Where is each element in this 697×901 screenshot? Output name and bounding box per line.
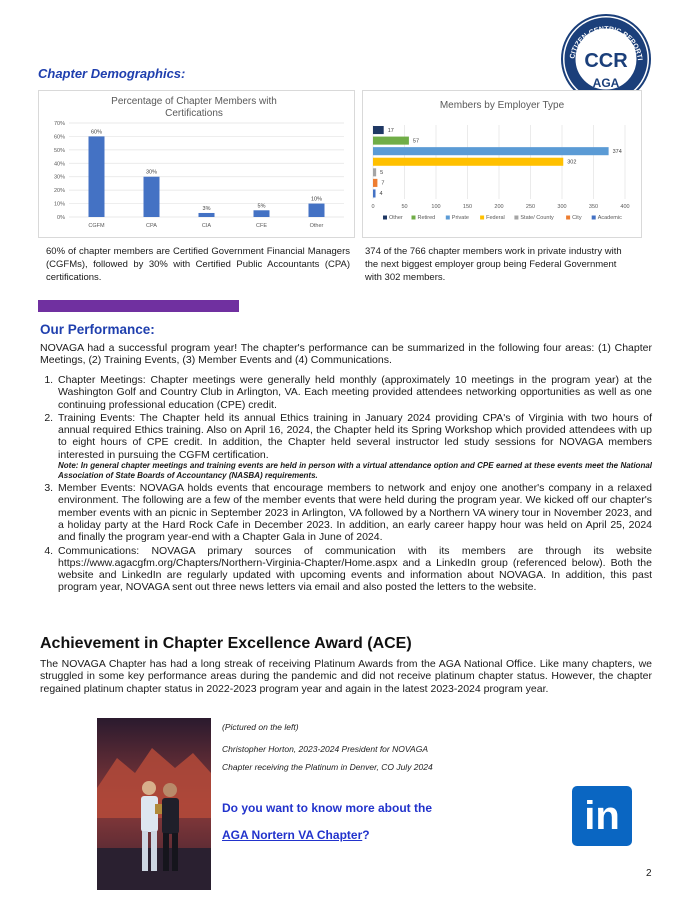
employer-chart-svg <box>363 91 641 237</box>
y-tick-label: 10% <box>53 201 65 208</box>
award-photo <box>97 718 211 890</box>
x-tick-label: 250 <box>525 204 536 210</box>
x-tick-label: 350 <box>588 204 599 210</box>
performance-item-4: Communications: NOVAGA primary sources of communication with its members are through its website https://www.agacgfm.org/Chapters/Northern-Virginia-Chapter/Home.aspx and a LinkedIn group (referenced below). Both the website and LinkedIn are regularly updated with upcoming events and information about NOVAGA. In addition, this past program year, NOVAGA sent out three news letters via email and also posted the letters to the website. <box>58 544 652 594</box>
y-tick-label: 70% <box>53 121 65 127</box>
employer-chart-title: Members by Employer Type <box>439 100 565 111</box>
list-item <box>56 412 652 481</box>
bar <box>373 179 377 187</box>
bar <box>309 204 325 217</box>
cta-line <box>222 826 370 844</box>
bar <box>144 177 160 217</box>
y-tick-label: 20% <box>53 188 65 195</box>
bar <box>254 210 270 217</box>
linkedin-icon[interactable] <box>572 786 632 846</box>
logo-main-text: CCR <box>584 50 628 72</box>
certifications-chart-svg <box>39 91 354 237</box>
bar <box>89 136 105 217</box>
ace-body: The NOVAGA Chapter has had a long streak of receiving Platinum Awards from the AGA National Office. Like many chapters, we struggled in some key performance areas during the pandemic and did not receive platinum chapter status. However, the chapter regained platinum chapter status in 2022-2023 program year and again in the latest 2023-2024 program year. <box>40 658 652 695</box>
data-label: 5 <box>380 170 384 177</box>
list-item <box>56 482 652 543</box>
data-label: 5% <box>257 203 266 210</box>
linkedin-text: in <box>584 794 620 838</box>
bar <box>199 213 215 217</box>
photo-caption-2: Christopher Horton, 2023-2024 President for NOVAGA Chapter receiving the Platinum in Denver, CO July 2024 <box>222 744 433 772</box>
x-tick-label: 100 <box>431 204 441 210</box>
x-tick-label: 400 <box>620 204 630 210</box>
data-label: 17 <box>387 127 394 134</box>
data-label: 4 <box>379 191 383 198</box>
data-label: 3% <box>202 205 211 212</box>
legend-swatch <box>480 216 484 220</box>
performance-intro: NOVAGA had a successful program year! The chapter's performance can be summarized in the following four areas: (1) Chapter Meetings, (2) Training Events, (3) Member Events and (4) Communications. <box>40 342 652 367</box>
legend-swatch <box>446 216 450 220</box>
chapter-link[interactable]: AGA Nortern VA Chapter <box>222 828 363 842</box>
performance-item-1: Chapter Meetings: Chapter meetings were generally held monthly (approximately 10 meetings in the program year) at the Washington Golf and Country Club in Arlington, VA. Each meeting provided attendees networking opportunities as well as one continuing professional education (CPE) credit. <box>58 374 652 411</box>
performance-title: Our Performance: <box>40 322 155 337</box>
bar <box>373 147 609 155</box>
demographics-title: Chapter Demographics: <box>38 66 186 81</box>
bar <box>373 137 409 145</box>
data-label: 302 <box>567 159 577 166</box>
legend-swatch <box>514 216 518 220</box>
legend-label: Academic <box>597 215 622 221</box>
x-tick-label: 150 <box>462 204 473 210</box>
performance-item-2: Training Events: The Chapter held its annual Ethics training in January 2024 providing CPA's of Virginia with two hours of annual required Ethics training. Also on April 16, 2024, the Chapter held its Spring Workshop which provided attendees with up to eight hours of CPE credit. In addition, the Chapter held several instructor led study sessions for NOVAGA members interested in pursuing the CGFM certification. <box>58 411 652 461</box>
data-label: 7 <box>381 180 385 187</box>
certifications-chart <box>38 90 355 238</box>
legend-swatch <box>383 216 387 220</box>
logo-sub-text: AGA <box>592 76 620 90</box>
certifications-caption: 60% of chapter members are Certified Government Financial Managers (CGFMs), followed by 30% with Certified Public Accountants (CPA) certifications. <box>46 246 350 283</box>
cta-suffix: ? <box>362 828 370 842</box>
y-tick-label: 30% <box>53 174 65 181</box>
data-label: 60% <box>90 129 103 136</box>
legend-label: City <box>572 215 582 221</box>
employer-chart <box>362 90 642 238</box>
data-label: 57 <box>412 138 420 145</box>
legend-label: State/ County <box>520 215 554 221</box>
performance-item-3: Member Events: NOVAGA holds events that encourage members to network and enjoy one another's company in a relaxed environment. The following are a few of the member events that were held during the program year. We kicked off our chapter's member events with an picnic in September 2023 in Arlington, VA followed by a Northern VA winery tour in November 2023, and a holiday party at the Hard Rock Cafe in December 2023. In addition, an early career happy hour was held on April 25, 2024 and finally the program year-end with a Chapter Gala in June of 2024. <box>58 482 652 544</box>
legend-swatch <box>566 216 570 220</box>
x-tick-label: Other <box>309 223 324 229</box>
legend-swatch <box>412 216 416 220</box>
legend-label: Federal <box>486 215 505 221</box>
y-tick-label: 40% <box>53 161 65 168</box>
x-tick-label: 0 <box>371 204 375 210</box>
x-tick-label: 200 <box>494 204 504 210</box>
x-tick-label: CPA <box>146 223 157 229</box>
y-tick-label: 60% <box>53 134 65 141</box>
accent-bar <box>38 300 239 312</box>
bar <box>373 158 563 166</box>
x-tick-label: 300 <box>557 204 567 210</box>
data-label: 10% <box>310 196 323 203</box>
logo-ring-text: CITIZEN-CENTRIC REPORTI <box>569 25 643 61</box>
y-tick-label: 50% <box>53 147 65 154</box>
list-item <box>56 374 652 411</box>
cta-question: Do you want to know more about the <box>222 801 432 815</box>
x-tick-label: CFE <box>256 223 267 229</box>
performance-list <box>40 374 652 595</box>
list-item <box>56 545 652 594</box>
legend-label: Other <box>389 215 403 221</box>
employer-caption: 374 of the 766 chapter members work in private industry with the next biggest employer group being Federal Government with 302 members. <box>365 246 622 283</box>
x-tick-label: 50 <box>401 204 408 210</box>
y-tick-label: 0% <box>57 215 65 221</box>
photo-caption-1: (Pictured on the left) <box>222 722 299 732</box>
bar <box>373 168 376 176</box>
performance-note: Note: In general chapter meetings and training events are held in person with a virtual attendance option and CPE earned at these events meet the National Association of State Boards of Accountancy (NASBA) requirements. <box>58 461 652 481</box>
data-label: 374 <box>612 148 622 155</box>
legend-swatch <box>592 216 596 220</box>
bar <box>373 126 384 134</box>
data-label: 30% <box>145 169 158 176</box>
legend-label: Private <box>451 215 469 221</box>
bar <box>373 189 376 197</box>
page-number: 2 <box>646 868 652 879</box>
x-tick-label: CGFM <box>88 223 105 229</box>
certifications-chart-title: Percentage of Chapter Members with Certifications <box>111 96 277 119</box>
ace-title: Achievement in Chapter Excellence Award (ACE) <box>40 635 412 652</box>
x-tick-label: CIA <box>201 223 212 229</box>
legend-label: Retired <box>417 215 436 221</box>
